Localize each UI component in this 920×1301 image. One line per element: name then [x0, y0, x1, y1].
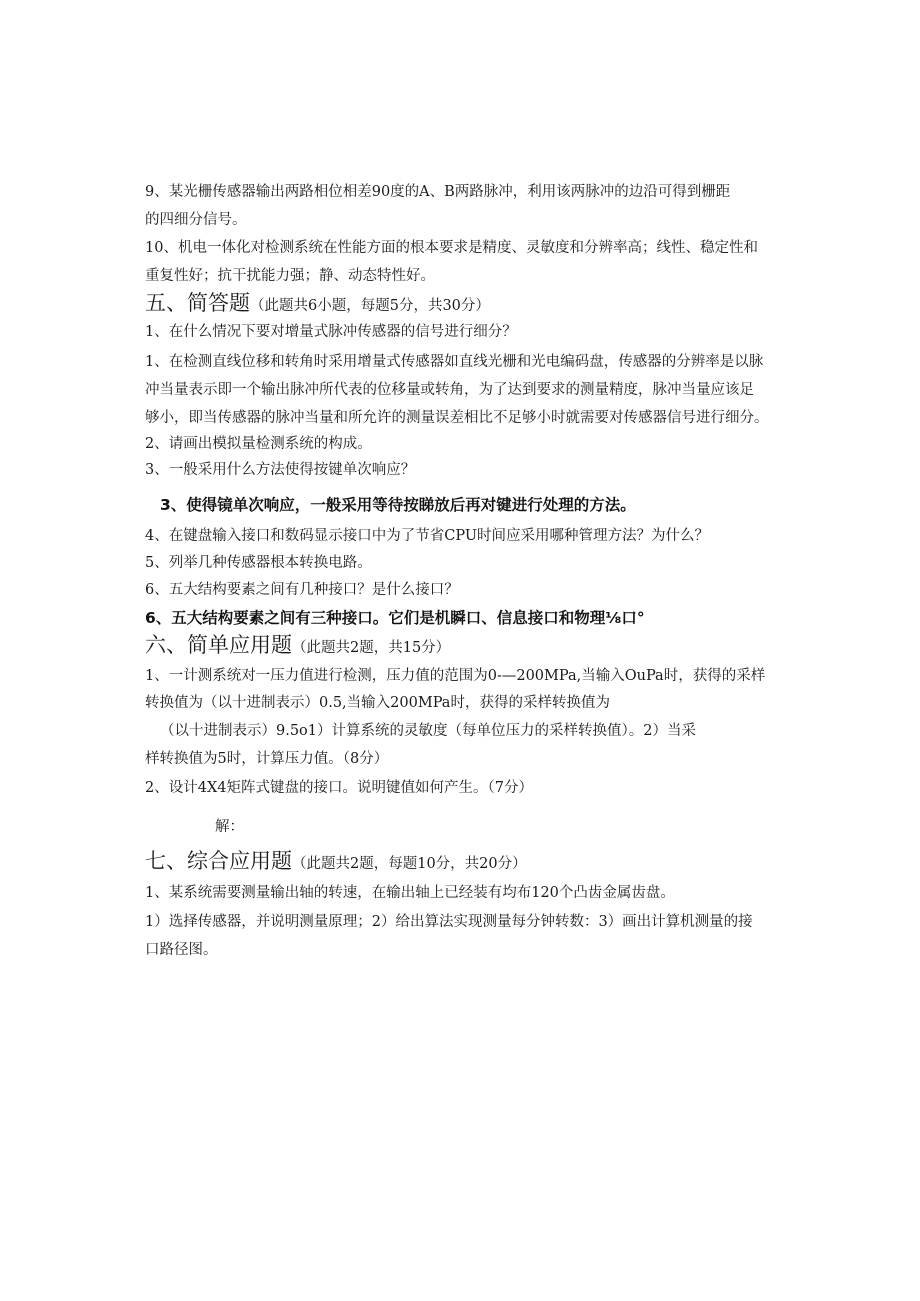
s6-q1-line2: 转换值为（以十进制表示）0.5,当输入200MPa时，获得的采样转换值为 — [145, 695, 610, 711]
s5-a1-line1: 1、在检测直线位移和转角时采用增量式传感器如直线光栅和光电编码盘，传感器的分辨率是以脉 — [145, 354, 764, 370]
section-7-heading — [145, 848, 527, 877]
s5-a6: 6、五大结构要素之间有三种接口。它们是机瞬口、信息接口和物理⅛口° — [145, 609, 645, 627]
s5-a3: 3、使得镜单次响应，一般采用等待按睇放后再对键进行处理的方法。 — [160, 496, 636, 514]
s5-q2: 2、请画出模拟量检测系统的构成。 — [145, 436, 372, 452]
section-5-title: 五、简答题 — [145, 291, 250, 315]
s6-q1-line3: （以十进制表示）9.5o1）计算系统的灵敏度（每单位压力的采样转换值）。2）当采 — [160, 723, 696, 739]
q10-line1: 10、机电一体化对检测系统在性能方面的根本要求是精度、灵敏度和分辨率高；线性、稳定性和 — [145, 240, 758, 256]
s6-q2: 2、设计4X4矩阵式键盘的接口。说明键值如何产生。（7分） — [145, 780, 533, 796]
s5-q1: 1、在什么情况下要对增量式脉冲传感器的信号进行细分？ — [145, 324, 517, 340]
s5-q3: 3、一般采用什么方法使得按键单次响应？ — [145, 462, 416, 478]
section-5-heading — [145, 290, 490, 319]
s7-q1-sub-line2: 口路径图。 — [145, 942, 218, 958]
section-6-note: （此题共2题，共15分） — [292, 640, 451, 656]
s6-q1-line1: 1、一计测系统对一压力值进行检测，压力值的范围为0-—200MPa,当输入OuPa时，获得的采样 — [145, 668, 766, 684]
s7-q1-sub-line1: 1）选择传感器，并说明测量原理；2）给出算法实现测量每分钟转数：3）画出计算机测量的接 — [145, 914, 753, 930]
q9-line1: 9、某光栅传感器输出两路相位相差90度的A、B两路脉冲，利用该两脉冲的边沿可得到栅距 — [145, 184, 731, 200]
s5-a1-line3: 够小，即当传感器的脉冲当量和所允许的测量误差相比不足够小时就需要对传感器信号进行细分。 — [145, 410, 769, 426]
s7-q1: 1、某系统需要测量输出轴的转速，在输出轴上已经装有均布120个凸齿金属齿盘。 — [145, 885, 675, 901]
q9-line2: 的四细分信号。 — [145, 212, 247, 228]
q10-line2: 重复性好；抗干扰能力强；静、动态特性好。 — [145, 268, 435, 284]
s5-a1-line2: 冲当量表示即一个输出脉冲所代表的位移量或转角，为了达到要求的测量精度，脉冲当量应该足 — [145, 382, 754, 398]
s5-q4: 4、在键盘输入接口和数码显示接口中为了节省CPU时间应采用哪种管理方法？为什么？ — [145, 528, 710, 544]
s5-q6: 6、五大结构要素之间有几种接口？是什么接口？ — [145, 582, 459, 598]
s5-q5: 5、列举几种传感器根本转换电路。 — [145, 555, 372, 571]
s6-q1-line4: 样转换值为5时，计算压力值。（8分） — [145, 751, 389, 767]
section-5-note: （此题共6小题，每题5分，共30分） — [250, 298, 490, 314]
section-6-title: 六、简单应用题 — [145, 633, 292, 657]
section-7-note: （此题共2题，每题10分，共20分） — [292, 856, 527, 872]
section-7-title: 七、综合应用题 — [145, 849, 292, 873]
s6-solution-label: 解： — [215, 819, 244, 835]
section-6-heading — [145, 632, 450, 661]
